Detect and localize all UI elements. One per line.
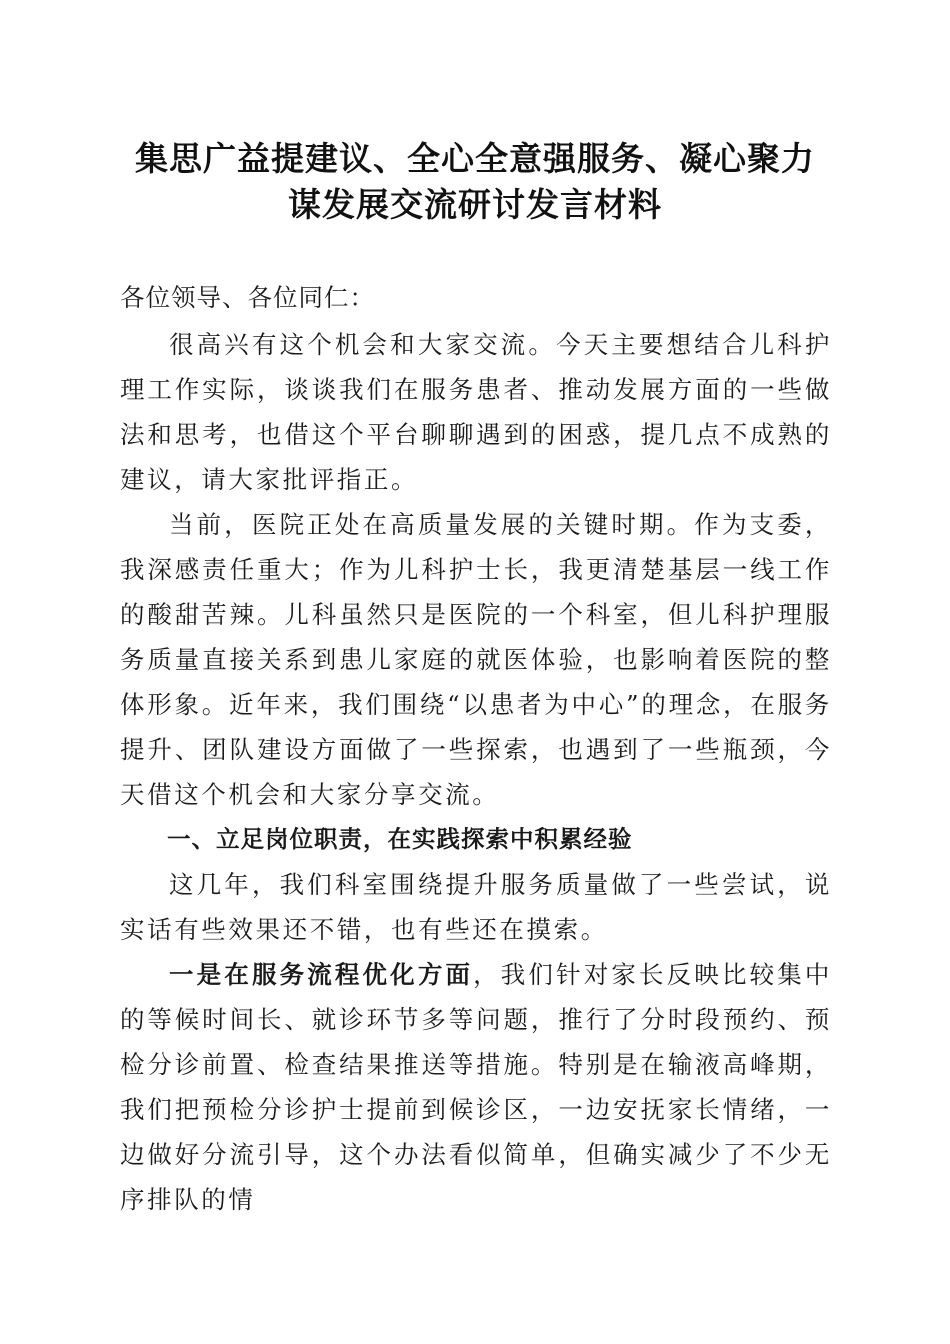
document-title-line-2: 谋发展交流研讨发言材料 [288,185,662,224]
paragraph-context: 当前，医院正处在高质量发展的关键时期。作为支委，我深感责任重大；作为儿科护士长，我更清楚基层一线工作的酸甜苦辣。儿科虽然只是医院的一个科室，但儿科护理服务质量直接关系到患儿家庭的就医体验，也影响着医院的整体形象。近年来，我们围绕“以患者为中心”的理念，在服务提升、团队建设方面做了一些探索，也遇到了一些瓶颈，今天借这个机会和大家分享交流。 [120,510,832,809]
paragraph-intro: 很高兴有这个机会和大家交流。今天主要想结合儿科护理工作实际，谈谈我们在服务患者、推动发展方面的一些做法和思考，也借这个平台聊聊遇到的困惑，提几点不成熟的建议，请大家批评指正。 [120,330,832,494]
section-heading-1: 一、立足岗位职责，在实践探索中积累经验 [167,825,633,853]
paragraph-lead-text: 一是在服务流程优化方面 [169,960,474,989]
paragraph-process-optimization [120,952,832,1222]
paragraph-section-intro: 这几年，我们科室围绕提升服务质量做了一些尝试，说实话有些效果还不错，也有些还在摸索。 [120,870,832,944]
document-title-line-1: 集思广益提建议、全心全意强服务、凝心聚力 [135,139,815,178]
paragraph-rest-text: ，我们针对家长反映比较集中的等候时间长、就诊环节多等问题，推行了分时段预约、预检分诊前置、检查结果推送等措施。特别是在输液高峰期，我们把预检分诊护士提前到候诊区，一边安抚家长情绪，一边做好分流引导，这个办法看似简单，但确实减少了不少无序排队的情 [120,960,832,1214]
document-body [120,275,832,1222]
salutation: 各位领导、各位同仁： [120,283,375,312]
